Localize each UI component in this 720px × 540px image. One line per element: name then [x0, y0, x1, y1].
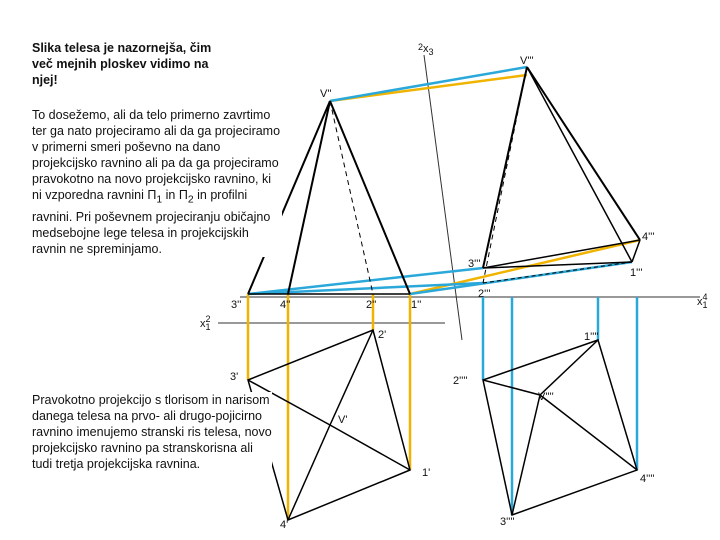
label-1-4: 1''' — [630, 267, 643, 279]
intro-body — [32, 107, 282, 257]
label-3-5: 3'''' — [500, 516, 515, 528]
label-v2: V'' — [320, 88, 332, 100]
top-view — [248, 330, 410, 520]
intro-body-part3: in profilni ravnini. Pri poševnem projeciranju običajno medsebojne lege telesa in projekcijskih ravnin ne spreminjamo. — [32, 188, 271, 256]
label-v5: V'''' — [538, 391, 554, 403]
label-3-4: 3''' — [468, 258, 481, 270]
label-4-1: 4' — [280, 519, 289, 531]
label-3-1: 3' — [230, 371, 239, 383]
axis-x12-label: $x_12$ — [200, 314, 211, 332]
blue-projectors — [248, 67, 637, 515]
intro-body-sub1: 1 — [156, 194, 163, 206]
label-1-2: 1'' — [411, 299, 422, 311]
label-3-2: 3'' — [231, 299, 242, 311]
label-1-5: 1'''' — [584, 331, 599, 343]
label-v1: V' — [338, 414, 348, 426]
side-view — [483, 67, 643, 283]
label-v4: V''' — [520, 55, 534, 67]
axis-x23-label: $2x_3$ — [418, 42, 434, 57]
label-2-1: 2' — [378, 329, 387, 341]
label-4-5: 4'''' — [640, 473, 655, 485]
auxiliary-view — [483, 340, 637, 515]
label-2-4: 2''' — [478, 288, 491, 300]
intro-body-part2: in Π — [162, 188, 188, 202]
label-2-5: 2'''' — [453, 375, 468, 387]
label-4-4: 4''' — [642, 231, 655, 243]
intro-body-part1: To dosežemo, ali da telo primerno zavrtimo ter ga nato projeciramo ali da ga projeciramo v primerni smeri poševno na dano projekcijsko ravnino ali pa da ga projeciramo pravokotno na novo projekcijsko ravnino, ki ni vzporedna ravnini Π — [32, 108, 281, 202]
intro-body-sub2: 2 — [187, 194, 194, 206]
label-1-1: 1' — [422, 467, 431, 479]
label-2-2: 2'' — [366, 299, 377, 311]
label-4-2: 4'' — [280, 299, 291, 311]
axis-x14-label: $x_14$ — [697, 292, 708, 310]
intro-title: Slika telesa je nazornejša, čim več mejnih ploskev vidimo na njej! — [32, 41, 212, 87]
bottom-note: Pravokotno projekcijo s tlorisom in narisom danega telesa na prvo- ali drugo-pojicirno ravnino imenujemo stranski ris telesa, novo projekcijsko ravnino pa stranskorisna ali tudi tretja projekcijska ravnina. — [32, 393, 272, 471]
